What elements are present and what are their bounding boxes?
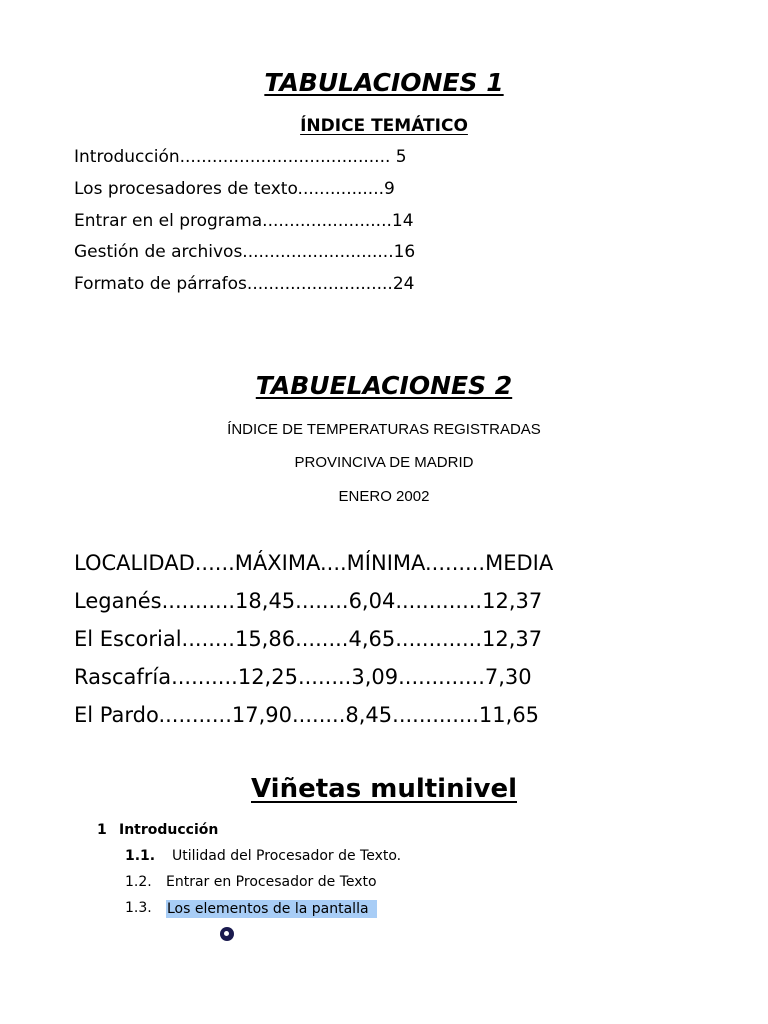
section3-title: Viñetas multinivel xyxy=(251,774,517,804)
list-level1-item xyxy=(97,822,218,838)
list-level2-item xyxy=(125,848,525,866)
list-level2-number: 1.1. xyxy=(125,848,156,864)
bullet-icon xyxy=(220,927,234,941)
toc-line: Gestión de archivos............................16 xyxy=(74,242,416,262)
temperature-header-row: LOCALIDAD......MÁXIMA....MÍNIMA.........MEDIA xyxy=(74,551,554,575)
section2-subtitle: ÍNDICE DE TEMPERATURAS REGISTRADAS xyxy=(227,421,541,438)
list-level2-number: 1.3. xyxy=(125,900,152,916)
temperature-row: El Pardo...........17,90........8,45.............11,65 xyxy=(74,703,540,727)
section1-title: TABULACIONES 1 xyxy=(264,68,504,97)
section2-title: TABUELACIONES 2 xyxy=(255,371,513,400)
temperature-row: El Escorial........15,86........4,65.............12,37 xyxy=(74,627,543,651)
list-level2-text: Utilidad del Procesador de Texto. xyxy=(172,848,402,864)
temperature-row: Leganés...........18,45........6,04.............12,37 xyxy=(74,589,543,613)
section2-subtitle: PROVINCIVA DE MADRID xyxy=(294,454,474,471)
temperature-row: Rascafría..........12,25........3,09.............7,30 xyxy=(74,665,532,689)
list-level2-item xyxy=(125,900,525,918)
toc-line: Los procesadores de texto................9 xyxy=(74,179,395,199)
toc-line: Entrar en el programa........................14 xyxy=(74,211,414,231)
list-level1-number: 1 xyxy=(97,822,107,838)
list-level1-text: Introducción xyxy=(119,822,219,838)
list-level2-number: 1.2. xyxy=(125,874,152,890)
toc-line: Formato de párrafos...........................24 xyxy=(74,274,415,294)
list-level2-item xyxy=(125,874,525,892)
section2-subtitle: ENERO 2002 xyxy=(338,488,430,505)
toc-line: Introducción....................................... 5 xyxy=(74,147,407,167)
selected-text-highlight[interactable]: Los elementos de la pantalla xyxy=(166,900,377,918)
list-level2-text: Entrar en Procesador de Texto xyxy=(166,874,377,890)
section1-subtitle: ÍNDICE TEMÁTICO xyxy=(300,116,468,136)
